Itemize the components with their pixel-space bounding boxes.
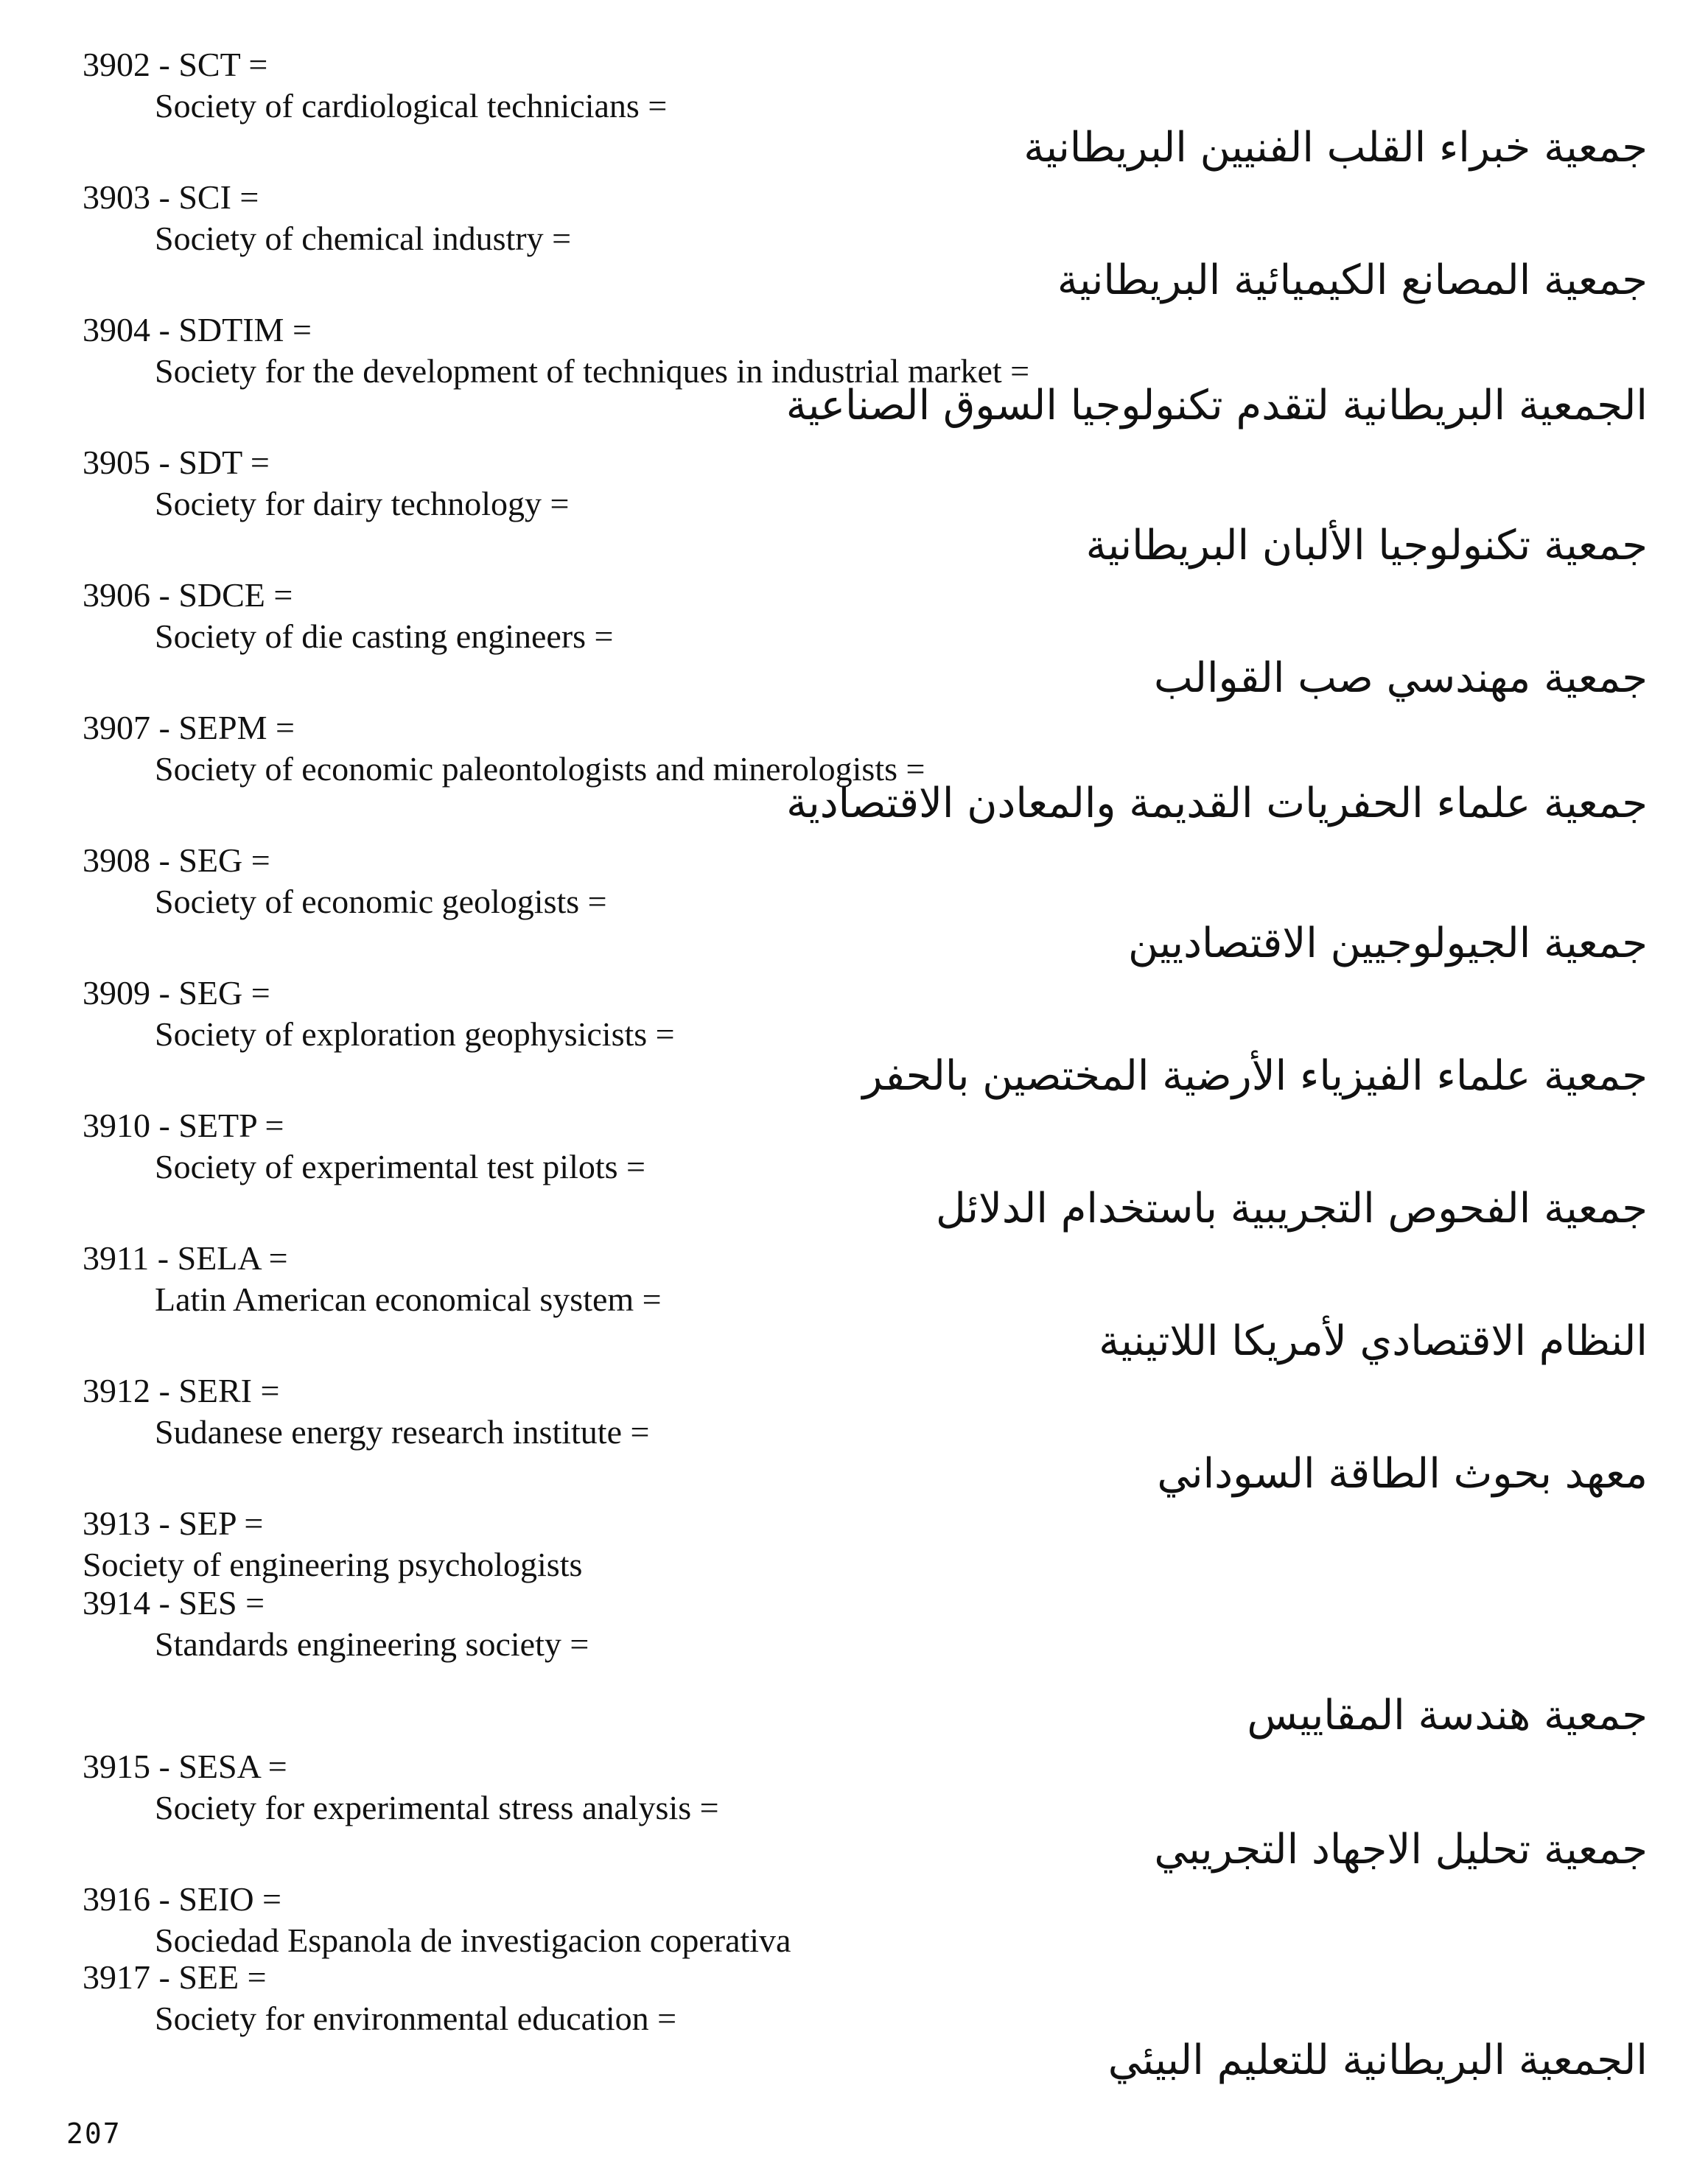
entry-english-term: Society of economic geologists = — [155, 883, 607, 920]
entry-arabic-term: معهد بحوث الطاقة السوداني — [1157, 1450, 1648, 1498]
entry-code: 3910 - SETP = — [83, 1107, 284, 1144]
entry-english-term: Society for dairy technology = — [155, 485, 570, 522]
entry-arabic-term: جمعية الفحوص التجريبية باستخدام الدلائل — [935, 1185, 1648, 1233]
entry-code: 3913 - SEP = — [83, 1504, 264, 1542]
entry-code: 3903 - SCI = — [83, 178, 259, 216]
entry-code: 3909 - SEG = — [83, 974, 270, 1012]
entry-code: 3904 - SDTIM = — [83, 311, 312, 348]
entry-code: 3908 - SEG = — [83, 841, 270, 879]
entry-code: 3914 - SES = — [83, 1584, 265, 1622]
entry-arabic-term: جمعية المصانع الكيميائية البريطانية — [1057, 256, 1648, 304]
entry-arabic-term: جمعية خبراء القلب الفنيين البريطانية — [1023, 124, 1648, 172]
entry-english-term: Society for experimental stress analysis = — [155, 1789, 719, 1826]
entry-code: 3912 - SERI = — [83, 1372, 280, 1409]
entry-code: 3916 - SEIO = — [83, 1880, 281, 1918]
entry-english-term: Standards engineering society = — [155, 1625, 589, 1663]
entry-english-term: Society of economic paleontologists and minerologists = — [155, 750, 925, 788]
entry-arabic-term: الجمعية البريطانية للتعليم البيئي — [1107, 2036, 1648, 2084]
entry-english-term: Latin American economical system = — [155, 1280, 662, 1318]
entry-arabic-term: جمعية تحليل الاجهاد التجريبي — [1154, 1826, 1648, 1874]
entry-code: 3907 - SEPM = — [83, 709, 295, 746]
page-number: 207 — [66, 2117, 122, 2150]
entry-arabic-term: جمعية هندسة المقاييس — [1247, 1692, 1648, 1739]
entry-english-term: Society for environmental education = — [155, 2000, 677, 2037]
entry-arabic-term: جمعية علماء الفيزياء الأرضية المختصين بالحفر — [862, 1052, 1648, 1100]
entry-english-term: Society of chemical industry = — [155, 220, 572, 257]
entry-english-term: Society for the development of techniques in industrial market = — [155, 352, 1030, 390]
entry-code: 3905 - SDT = — [83, 444, 270, 481]
entry-arabic-term: النظام الاقتصادي لأمريكا اللاتينية — [1099, 1317, 1648, 1365]
entry-arabic-term: جمعية الجيولوجيين الاقتصاديين — [1127, 919, 1648, 967]
entry-code: 3902 - SCT = — [83, 46, 268, 83]
entry-english-term: Society of experimental test pilots = — [155, 1148, 645, 1185]
entry-english-term: Society of die casting engineers = — [155, 617, 614, 655]
entry-arabic-term: جمعية مهندسي صب القوالب — [1153, 654, 1648, 702]
entry-code: 3911 - SELA = — [83, 1239, 288, 1277]
entry-arabic-term: جمعية علماء الحفريات القديمة والمعادن الاقتصادية — [786, 779, 1648, 827]
entry-code: 3906 - SDCE = — [83, 576, 293, 614]
entry-english-term: Society of cardiological technicians = — [155, 87, 668, 125]
entry-english-term: Society of engineering psychologists — [83, 1546, 583, 1583]
entry-english-term: Society of exploration geophysicists = — [155, 1015, 675, 1053]
entry-code: 3917 - SEE = — [83, 1958, 267, 1996]
entry-arabic-term: الجمعية البريطانية لتقدم تكنولوجيا السوق الصناعية — [785, 382, 1648, 430]
entry-code: 3915 - SESA = — [83, 1748, 287, 1785]
entry-english-term: Sociedad Espanola de investigacion coperativa — [155, 1921, 791, 1959]
entry-arabic-term: جمعية تكنولوجيا الألبان البريطانية — [1085, 522, 1648, 570]
entry-english-term: Sudanese energy research institute = — [155, 1413, 650, 1451]
